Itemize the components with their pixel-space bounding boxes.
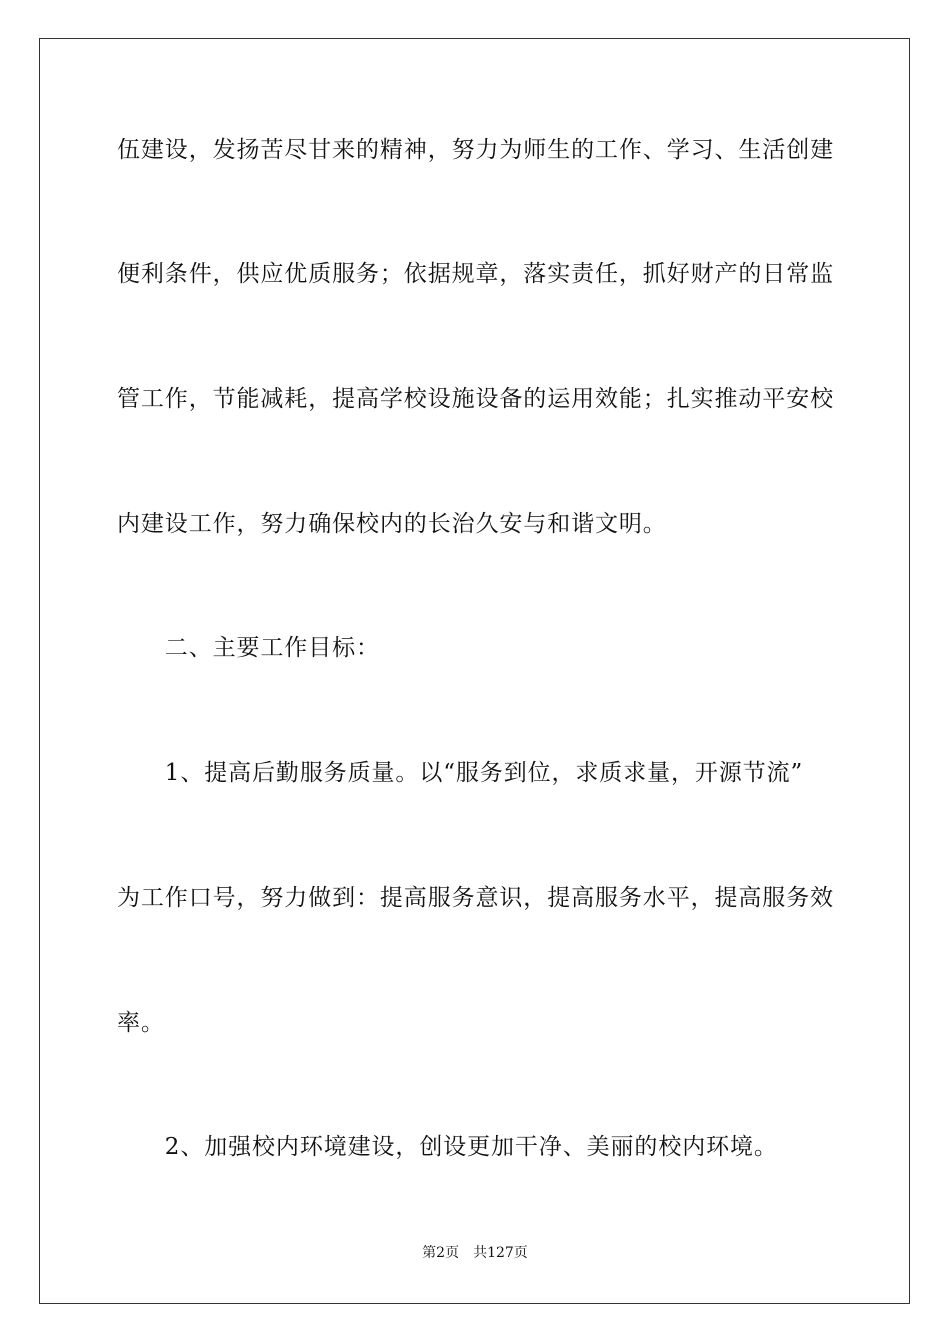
body-text-line: 内建设工作，努力确保校内的长治久安与和谐文明。	[117, 511, 667, 537]
section-heading: 二、主要工作目标：	[117, 635, 380, 661]
page-number-footer: 第2页 共127页	[422, 1245, 528, 1261]
body-text-line: 管工作，节能减耗，提高学校设施设备的运用效能；扎实推动平安校	[117, 386, 834, 412]
body-text-line: 便利条件，供应优质服务；依据规章，落实责任，抓好财产的日常监	[117, 261, 834, 287]
body-text-line: 伍建设，发扬苦尽甘来的精神，努力为师生的工作、学习、生活创建	[117, 137, 834, 163]
body-text-line: 率。	[117, 1010, 165, 1036]
body-text-line: 2、加强校内环境建设，创设更加干净、美丽的校内环境。	[117, 1134, 778, 1160]
body-text-line: 为工作口号，努力做到：提高服务意识，提高服务水平，提高服务效	[117, 885, 834, 911]
body-text-line: 1、提高后勤服务质量。以“服务到位，求质求量，开源节流”	[117, 760, 804, 786]
page-frame	[39, 38, 910, 1304]
